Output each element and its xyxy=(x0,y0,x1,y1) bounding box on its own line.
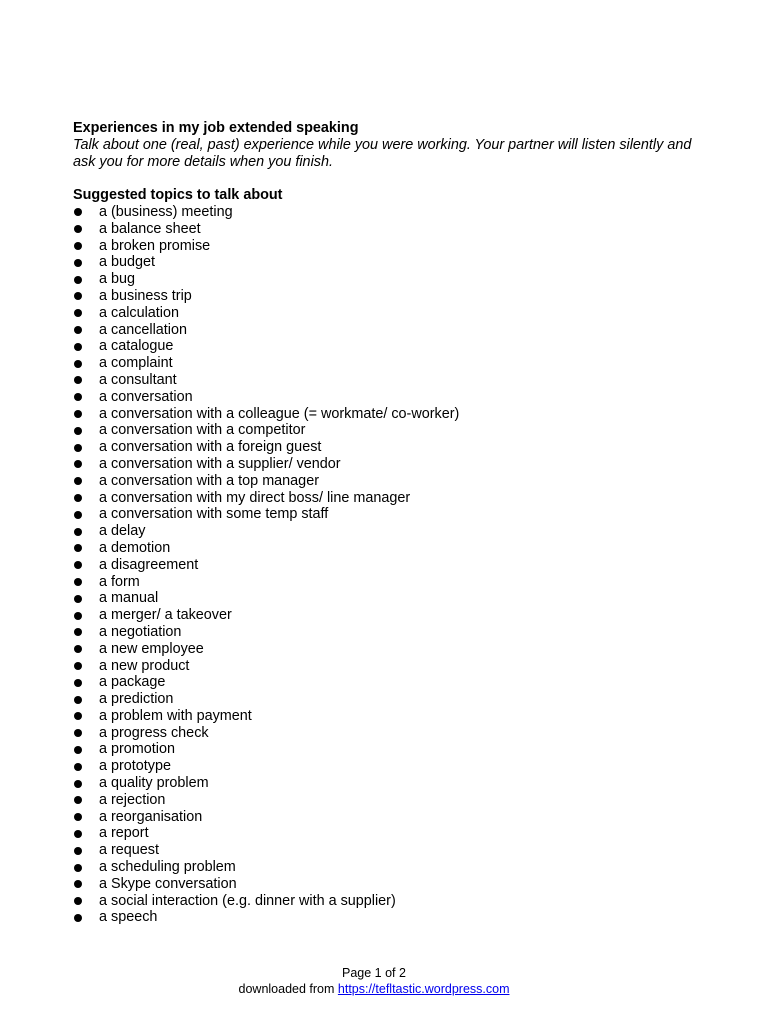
bullet-icon xyxy=(74,393,82,401)
list-item-text: a budget xyxy=(99,254,156,271)
list-item xyxy=(73,523,693,540)
list-item xyxy=(73,506,693,523)
bullet-icon xyxy=(74,662,82,670)
bullet-icon xyxy=(74,880,82,888)
list-item-text: a delay xyxy=(99,523,146,540)
list-item xyxy=(73,557,693,574)
list-item-text: a social interaction (e.g. dinner with a supplier) xyxy=(99,892,396,909)
list-item-text: a balance sheet xyxy=(99,220,201,237)
list-item-text: a new employee xyxy=(99,640,204,657)
bullet-icon xyxy=(74,696,82,704)
list-item-text: a complaint xyxy=(99,355,173,372)
spacer xyxy=(73,170,693,187)
list-item xyxy=(73,590,693,607)
list-item-text: a new product xyxy=(99,657,190,674)
list-item-text: a consultant xyxy=(99,371,177,388)
page-number: Page 1 of 2 xyxy=(342,966,406,980)
list-item xyxy=(73,691,693,708)
list-item-text: a promotion xyxy=(99,741,175,758)
bullet-icon xyxy=(74,780,82,788)
list-item xyxy=(73,439,693,456)
list-item xyxy=(73,893,693,910)
bullet-icon xyxy=(74,259,82,267)
list-item xyxy=(73,741,693,758)
bullet-icon xyxy=(74,528,82,536)
list-item-text: a request xyxy=(99,842,160,859)
list-item xyxy=(73,490,693,507)
document-title: Experiences in my job extended speaking xyxy=(73,120,359,136)
list-item xyxy=(73,674,693,691)
list-item xyxy=(73,254,693,271)
list-item-text: a conversation with my direct boss/ line manager xyxy=(99,489,411,506)
list-item xyxy=(73,204,693,221)
list-item-text: a conversation with a competitor xyxy=(99,422,306,439)
bullet-icon xyxy=(74,729,82,737)
bullet-icon xyxy=(74,544,82,552)
list-item-text: a progress check xyxy=(99,724,209,741)
list-item-text: a form xyxy=(99,573,140,590)
bullet-icon xyxy=(74,796,82,804)
bullet-icon xyxy=(74,847,82,855)
list-item xyxy=(73,859,693,876)
bullet-icon xyxy=(74,746,82,754)
list-item xyxy=(73,355,693,372)
list-item xyxy=(73,876,693,893)
list-item-text: a bug xyxy=(99,271,136,288)
list-item xyxy=(73,574,693,591)
list-item-text: a problem with payment xyxy=(99,707,252,724)
list-item xyxy=(73,909,693,926)
bullet-icon xyxy=(74,208,82,216)
list-item xyxy=(73,221,693,238)
list-item-text: a negotiation xyxy=(99,623,182,640)
bullet-icon xyxy=(74,511,82,519)
bullet-icon xyxy=(74,679,82,687)
list-item xyxy=(73,338,693,355)
list-item-text: a conversation with a supplier/ vendor xyxy=(99,455,341,472)
bullet-icon xyxy=(74,561,82,569)
list-item xyxy=(73,658,693,675)
list-item-text: a Skype conversation xyxy=(99,875,237,892)
bullet-icon xyxy=(74,612,82,620)
list-item xyxy=(73,624,693,641)
bullet-icon xyxy=(74,645,82,653)
list-item xyxy=(73,825,693,842)
document-content xyxy=(73,120,693,926)
list-item xyxy=(73,607,693,624)
bullet-icon xyxy=(74,360,82,368)
list-item-text: a catalogue xyxy=(99,338,174,355)
list-item xyxy=(73,809,693,826)
bullet-icon xyxy=(74,326,82,334)
list-item-text: a conversation xyxy=(99,388,193,405)
list-item xyxy=(73,775,693,792)
bullet-icon xyxy=(74,309,82,317)
list-item xyxy=(73,322,693,339)
list-item xyxy=(73,792,693,809)
list-item-text: a scheduling problem xyxy=(99,859,236,876)
download-link[interactable]: https://tefltastic.wordpress.com xyxy=(337,982,510,996)
bullet-icon xyxy=(74,712,82,720)
bullet-icon xyxy=(74,343,82,351)
bullet-icon xyxy=(74,830,82,838)
list-item-text: a demotion xyxy=(99,539,171,556)
bullet-icon xyxy=(74,410,82,418)
intro-text: Talk about one (real, past) experience while you were working. Your partner will listen silently and ask you for more details when you finish. xyxy=(73,136,692,170)
bullet-icon xyxy=(74,225,82,233)
list-item-text: a speech xyxy=(99,909,158,926)
list-item xyxy=(73,305,693,322)
list-item xyxy=(73,422,693,439)
bullet-icon xyxy=(74,864,82,872)
list-item-text: a cancellation xyxy=(99,321,188,338)
list-item xyxy=(73,288,693,305)
list-item xyxy=(73,271,693,288)
bullet-icon xyxy=(74,595,82,603)
list-item-text: a package xyxy=(99,674,166,691)
list-item-text: a (business) meeting xyxy=(99,203,233,220)
download-line xyxy=(0,982,748,997)
bullet-icon xyxy=(74,578,82,586)
list-item-text: a conversation with a foreign guest xyxy=(99,439,322,456)
topics-list xyxy=(73,204,693,926)
list-item xyxy=(73,372,693,389)
bullet-icon xyxy=(74,292,82,300)
bullet-icon xyxy=(74,242,82,250)
list-item-text: a rejection xyxy=(99,791,166,808)
bullet-icon xyxy=(74,897,82,905)
bullet-icon xyxy=(74,444,82,452)
list-item-text: a broken promise xyxy=(99,237,211,254)
bullet-icon xyxy=(74,813,82,821)
list-item xyxy=(73,540,693,557)
list-item xyxy=(73,758,693,775)
list-item xyxy=(73,389,693,406)
list-item xyxy=(73,708,693,725)
list-item-text: a prototype xyxy=(99,758,172,775)
list-item-text: a reorganisation xyxy=(99,808,203,825)
topics-heading: Suggested topics to talk about xyxy=(73,187,283,204)
list-item-text: a prediction xyxy=(99,691,174,708)
bullet-icon xyxy=(74,276,82,284)
bullet-icon xyxy=(74,477,82,485)
bullet-icon xyxy=(74,460,82,468)
list-item xyxy=(73,641,693,658)
bullet-icon xyxy=(74,628,82,636)
list-item-text: a conversation with a top manager xyxy=(99,472,319,489)
list-item-text: a disagreement xyxy=(99,556,199,573)
bullet-icon xyxy=(74,494,82,502)
list-item xyxy=(73,473,693,490)
bullet-icon xyxy=(74,914,82,922)
list-item xyxy=(73,456,693,473)
list-item xyxy=(73,238,693,255)
list-item xyxy=(73,842,693,859)
list-item-text: a conversation with a colleague (= workmate/ co-worker) xyxy=(99,405,460,422)
list-item xyxy=(73,406,693,423)
download-prefix: downloaded from xyxy=(238,982,338,996)
bullet-icon xyxy=(74,376,82,384)
list-item-text: a manual xyxy=(99,590,159,607)
list-item-text: a merger/ a takeover xyxy=(99,607,232,624)
list-item xyxy=(73,725,693,742)
list-item-text: a calculation xyxy=(99,304,179,321)
bullet-icon xyxy=(74,763,82,771)
list-item-text: a quality problem xyxy=(99,775,209,792)
list-item-text: a conversation with some temp staff xyxy=(99,506,329,523)
bullet-icon xyxy=(74,427,82,435)
list-item-text: a business trip xyxy=(99,287,192,304)
list-item-text: a report xyxy=(99,825,149,842)
